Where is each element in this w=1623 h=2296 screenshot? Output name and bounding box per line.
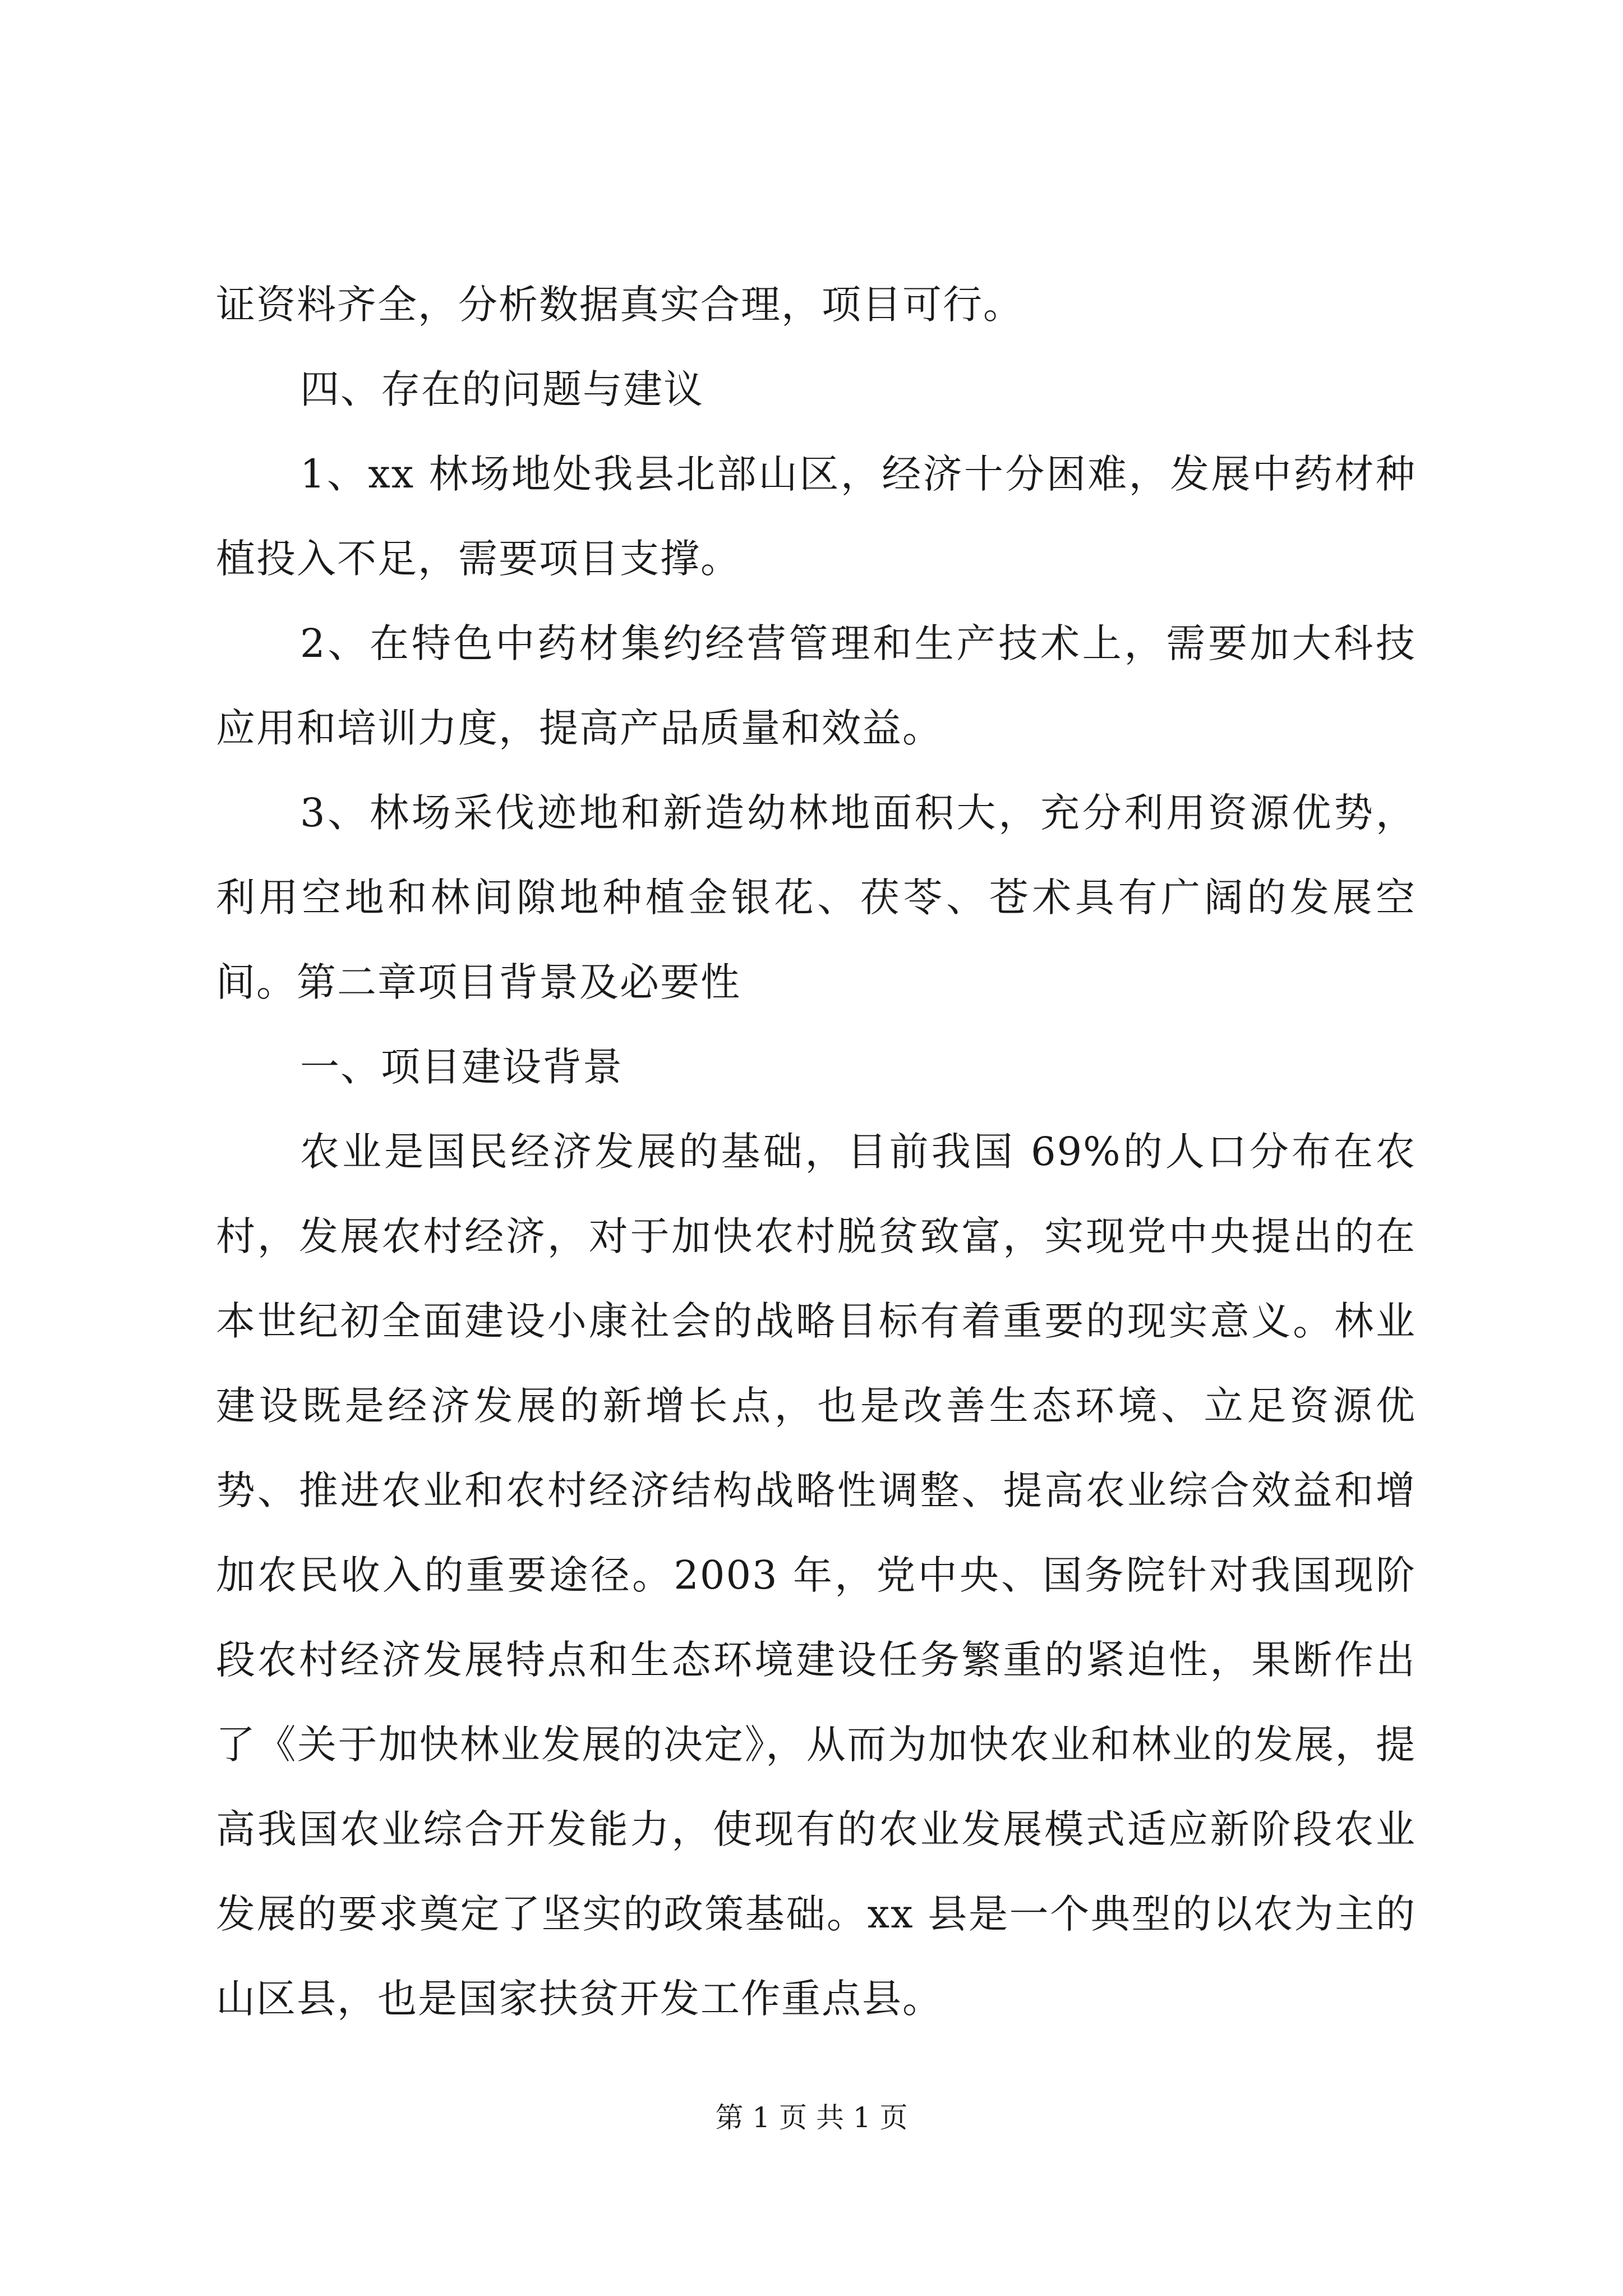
paragraph-item-1: 1、xx 林场地处我县北部山区，经济十分困难，发展中药材种植投入不足，需要项目支撑。 [216,451,1416,582]
page-footer: 第 1 页 共 1 页 [715,2101,908,2134]
section-heading-background: 一、项目建设背景 [300,1044,623,1090]
section-heading-issues: 四、存在的问题与建议 [300,366,704,412]
paragraph-item-3: 3、林场采伐迹地和新造幼林地面积大，充分利用资源优势，利用空地和林间隙地种植金银花、茯苓、苍术具有广阔的发展空间。第二章项目背景及必要性 [216,790,1416,1005]
document-body [216,263,1416,2041]
paragraph-0: 证资料齐全，分析数据真实合理，项目可行。 [216,282,1023,328]
paragraph-background: 农业是国民经济发展的基础，目前我国 69%的人口分布在农村，发展农村经济，对于加快农村脱贫致富，实现党中央提出的在本世纪初全面建设小康社会的战略目标有着重要的现实意义。林业建设既是经济发展的新增长点，也是改善生态环境、立足资源优势、推进农业和农村经济结构战略性调整、提高农业综合效益和增加农民收入的重要途径。2003 年，党中央、国务院针对我国现阶段农村经济发展特点和生态环境建设任务繁重的紧迫性，果断作出了《关于加快林业发展的决定》，从而为加快农业和林业的发展，提高我国农业综合开发能力，使现有的农业发展模式适应新阶段农业发展的要求奠定了坚实的政策基础。xx 县是一个典型的以农为主的山区县，也是国家扶贫开发工作重点县。 [216,1129,1416,2022]
paragraph-item-2: 2、在特色中药材集约经营管理和生产技术上，需要加大科技应用和培训力度，提高产品质量和效益。 [216,620,1416,751]
